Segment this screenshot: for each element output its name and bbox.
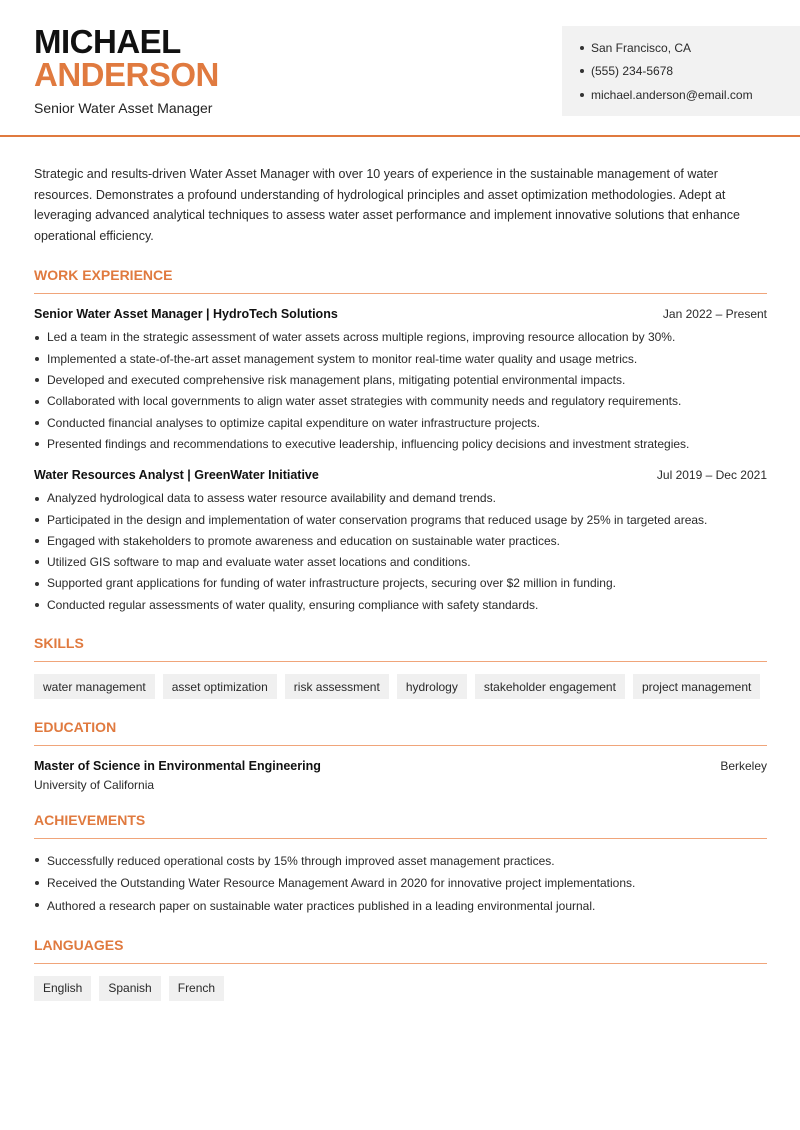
language-tag: French: [169, 976, 224, 1001]
summary-paragraph: Strategic and results-driven Water Asset Manager with over 10 years of experience in the sustainable management of water resources. Demonstrates a profound understanding of hydrological principles and asset optimization methodologies. Adept at leveraging advanced analytical techniques to assess water asset performance and implement innovative solutions that enhance operational efficiency.: [34, 167, 740, 244]
list-item: Led a team in the strategic assessment of water assets across multiple regions, improving resource allocation by 30%.: [34, 327, 767, 348]
job-bullets: [34, 327, 767, 455]
language-tag: English: [34, 976, 91, 1001]
resume-body: [34, 164, 767, 1001]
job-role: Senior Water Asset Manager | HydroTech Solutions: [34, 306, 338, 321]
section-title-skills: SKILLS: [34, 635, 767, 662]
education-school: University of California: [34, 778, 155, 793]
list-item: Supported grant applications for funding of water infrastructure projects, securing over $2 million in funding.: [34, 573, 767, 594]
list-item: Engaged with stakeholders to promote awareness and education on sustainable water practices.: [34, 530, 767, 551]
list-item: Presented findings and recommendations to executive leadership, influencing policy decisions and investment strategies.: [34, 433, 767, 454]
contact-box: [562, 26, 800, 116]
section-title-achievements: ACHIEVEMENTS: [34, 812, 767, 839]
job-header: [34, 468, 767, 482]
bullet-icon: [580, 46, 584, 50]
contact-location: [580, 36, 800, 60]
list-item: Utilized GIS software to map and evaluate water asset locations and conditions.: [34, 551, 767, 572]
list-item: Conducted regular assessments of water quality, ensuring compliance with safety standards.: [34, 594, 767, 615]
job-entry: [34, 468, 767, 616]
education-location: Berkeley: [720, 759, 767, 774]
section-title-education: EDUCATION: [34, 719, 767, 746]
skill-tag: stakeholder engagement: [475, 674, 625, 699]
skill-tag: water management: [34, 674, 155, 699]
education-degree: Master of Science in Environmental Engineering: [34, 759, 321, 774]
section-title-languages: LANGUAGES: [34, 937, 767, 964]
language-tag: Spanish: [99, 976, 160, 1001]
job-bullets: [34, 488, 767, 616]
location-text: San Francisco, CA: [591, 40, 692, 55]
list-item: Conducted financial analyses to optimize capital expenditure on water infrastructure projects.: [34, 412, 767, 433]
education-header: [34, 759, 767, 773]
first-name: MICHAEL: [34, 23, 181, 60]
job-title: Senior Water Asset Manager: [34, 100, 213, 116]
skill-tag: asset optimization: [163, 674, 277, 699]
bullet-icon: [580, 69, 584, 73]
list-item: Analyzed hydrological data to assess water resource availability and demand trends.: [34, 488, 767, 509]
skill-tag: project management: [633, 674, 760, 699]
phone-text: (555) 234-5678: [591, 64, 674, 79]
list-item: Developed and executed comprehensive risk management plans, mitigating potential environmental impacts.: [34, 369, 767, 390]
list-item: Received the Outstanding Water Resource Management Award in 2020 for innovative project implementations.: [34, 872, 767, 895]
achievement-bullets: [34, 849, 767, 917]
job-entry: [34, 307, 767, 455]
skill-tag: hydrology: [397, 674, 467, 699]
job-role: Water Resources Analyst | GreenWater Initiative: [34, 467, 319, 482]
language-tags: [34, 976, 767, 1001]
job-dates: Jan 2022 – Present: [662, 306, 767, 321]
skill-tag: risk assessment: [285, 674, 389, 699]
job-header: [34, 307, 767, 321]
list-item: Implemented a state-of-the-art asset management system to monitor real-time water quality and usage metrics.: [34, 348, 767, 369]
last-name: ANDERSON: [34, 56, 219, 93]
list-item: Authored a research paper on sustainable water practices published in a leading environmental journal.: [34, 894, 767, 917]
bullet-icon: [580, 93, 584, 97]
contact-phone: [580, 60, 800, 84]
resume-header: [0, 0, 800, 137]
email-text: michael.anderson@email.com: [591, 87, 753, 102]
list-item: Participated in the design and implementation of water conservation programs that reduced usage by 25% in targeted areas.: [34, 509, 767, 530]
list-item: Collaborated with local governments to align water asset strategies with community needs and regulatory requirements.: [34, 391, 767, 412]
job-dates: Jul 2019 – Dec 2021: [656, 467, 767, 482]
section-title-work: WORK EXPERIENCE: [34, 267, 767, 294]
list-item: Successfully reduced operational costs by 15% through improved asset management practices.: [34, 849, 767, 872]
contact-email: [580, 83, 800, 107]
skills-tags: [34, 674, 767, 699]
